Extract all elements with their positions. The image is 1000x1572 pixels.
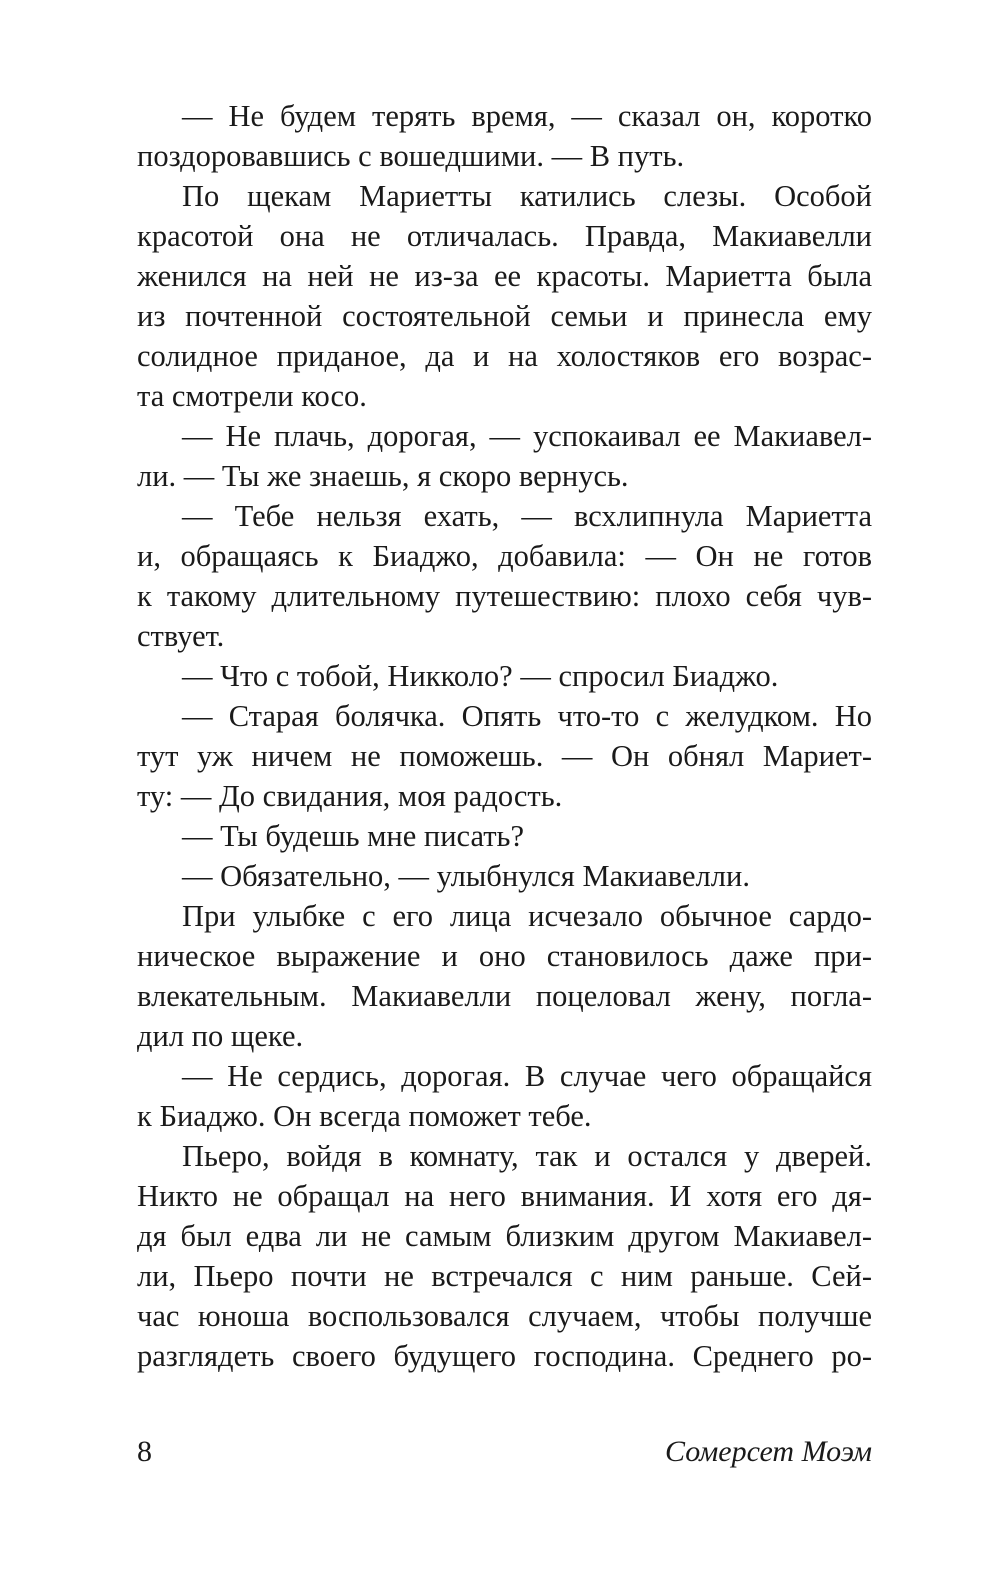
text-line: — Не сердись, дорогая. В случае чего обращайся <box>182 1059 872 1093</box>
text-line: разглядеть своего будущего господина. Среднего ро- <box>137 1339 872 1373</box>
text-line: Никто не обращал на него внимания. И хотя его дя- <box>137 1179 872 1213</box>
paragraph <box>137 496 872 656</box>
paragraph <box>137 176 872 416</box>
text-line: и, обращаясь к Биаджо, добавила: — Он не готов <box>137 539 872 573</box>
text-line: та смотрели косо. <box>137 379 367 413</box>
text-line: к такому длительному путешествию: плохо себя чув- <box>137 579 872 613</box>
body-text <box>137 96 872 1376</box>
paragraph <box>137 1136 872 1376</box>
text-line: — Тебе нельзя ехать, — всхлипнула Мариетта <box>182 499 872 533</box>
text-line: солидное приданое, да и на холостяков его возрас- <box>137 339 872 373</box>
text-line: к Биаджо. Он всегда поможет тебе. <box>137 1099 592 1133</box>
text-line: ническое выражение и оно становилось даже при- <box>137 939 872 973</box>
text-line: Пьеро, войдя в комнату, так и остался у дверей. <box>182 1139 872 1173</box>
text-line: красотой она не отличалась. Правда, Макиавелли <box>137 219 872 253</box>
text-line: ли. — Ты же знаешь, я скоро вернусь. <box>137 459 629 493</box>
text-line: — Что с тобой, Никколо? — спросил Биаджо. <box>182 659 779 693</box>
paragraph <box>137 416 872 496</box>
paragraph <box>137 1056 872 1136</box>
text-line: тут уж ничем не поможешь. — Он обнял Мариет- <box>137 739 872 773</box>
running-title: Сомерсет Моэм <box>665 1435 872 1468</box>
page-number: 8 <box>137 1435 152 1468</box>
text-line: дя был едва ли не самым близким другом Макиавел- <box>137 1219 872 1253</box>
text-line: час юноша воспользовался случаем, чтобы получше <box>137 1299 872 1333</box>
text-line: — Ты будешь мне писать? <box>182 819 524 853</box>
text-line: из почтенной состоятельной семьи и принесла ему <box>137 299 872 333</box>
text-line: По щекам Мариетты катились слезы. Особой <box>182 179 872 213</box>
paragraph <box>137 656 872 696</box>
paragraph <box>137 816 872 856</box>
paragraph <box>137 856 872 896</box>
text-line: поздоровавшись с вошедшими. — В путь. <box>137 139 685 173</box>
text-line: ли, Пьеро почти не встречался с ним раньше. Сей- <box>137 1259 872 1293</box>
text-line: женился на ней не из-за ее красоты. Мариетта была <box>137 259 872 293</box>
text-line: — Старая болячка. Опять что-то с желудком. Но <box>182 699 872 733</box>
text-line: При улыбке с его лица исчезало обычное сардо- <box>182 899 872 933</box>
text-line: влекательным. Макиавелли поцеловал жену, погла- <box>137 979 872 1013</box>
text-line: — Обязательно, — улыбнулся Макиавелли. <box>182 859 750 893</box>
text-line: — Не плачь, дорогая, — успокаивал ее Макиавел- <box>182 419 872 453</box>
paragraph <box>137 96 872 176</box>
paragraph <box>137 896 872 1056</box>
text-line: — Не будем терять время, — сказал он, коротко <box>182 99 872 133</box>
text-line: ствует. <box>137 619 225 653</box>
text-line: ту: — До свидания, моя радость. <box>137 779 563 813</box>
paragraph <box>137 696 872 816</box>
text-line: дил по щеке. <box>137 1019 304 1053</box>
page-footer <box>137 1430 872 1474</box>
